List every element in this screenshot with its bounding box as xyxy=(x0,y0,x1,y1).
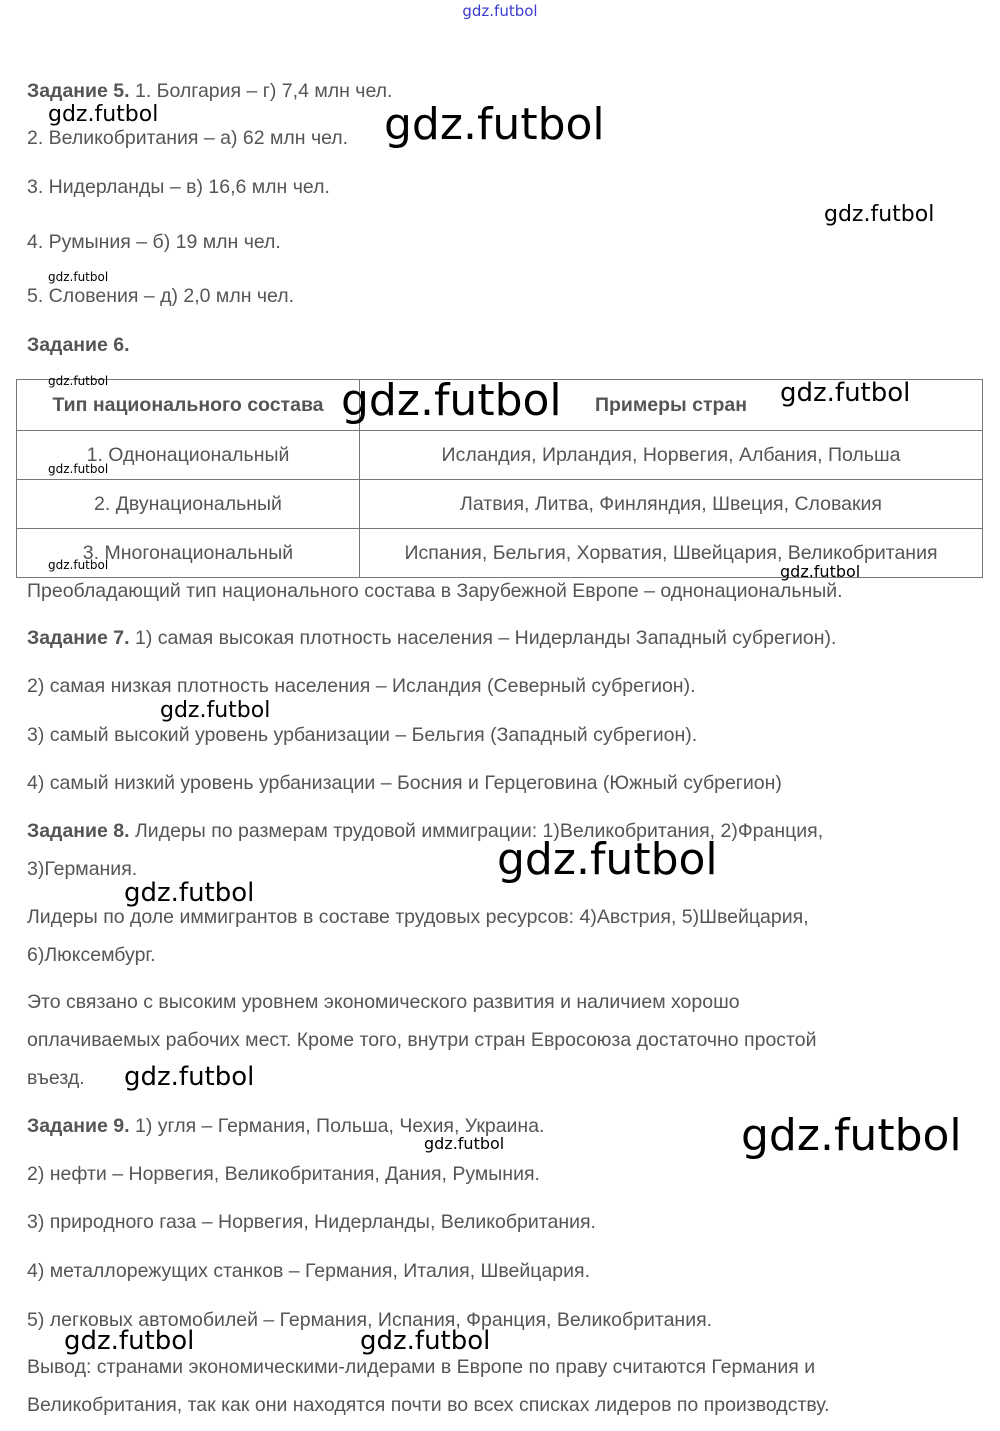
task5-line-1 xyxy=(27,79,392,103)
task8-text-1: Лидеры по размерам трудовой иммиграции: 1)Великобритания, 2)Франция, xyxy=(135,820,824,842)
watermark: gdz.futbol xyxy=(824,202,935,227)
table-cell-examples: Латвия, Литва, Финляндия, Швеция, Словакия xyxy=(360,480,983,529)
watermark: gdz.futbol xyxy=(780,562,861,581)
task8-text-6: оплачиваемых рабочих мест. Кроме того, внутри стран Евросоюза достаточно простой xyxy=(27,1029,817,1051)
task7-item-2: 2) самая низкая плотность населения – Исландия (Северный субрегион). xyxy=(27,675,696,697)
watermark: gdz.futbol xyxy=(741,1110,962,1161)
task7-item-4: 4) самый низкий уровень урбанизации – Босния и Герцеговина (Южный субрегион) xyxy=(27,772,782,794)
table-cell-examples: Исландия, Ирландия, Норвегия, Албания, Польша xyxy=(360,431,983,480)
task9-item-2: 2) нефти – Норвегия, Великобритания, Дания, Румыния. xyxy=(27,1163,540,1185)
table-cell-examples: Испания, Бельгия, Хорватия, Швейцария, Великобритания xyxy=(360,529,983,578)
table-header-type: Тип национального состава xyxy=(17,380,360,431)
task8-title: Задание 8. xyxy=(27,820,130,842)
task5-item-4: 4. Румыния – б) 19 млн чел. xyxy=(27,231,281,253)
task5-item-1: 1. Болгария – г) 7,4 млн чел. xyxy=(135,80,393,102)
task7-item-3: 3) самый высокий уровень урбанизации – Бельгия (Западный субрегион). xyxy=(27,724,698,746)
task9-item-5: 5) легковых автомобилей – Германия, Испания, Франция, Великобритания. xyxy=(27,1309,713,1331)
watermark: gdz.futbol xyxy=(160,698,271,723)
header-watermark: gdz.futbol xyxy=(462,2,538,20)
task5-item-2: 2. Великобритания – а) 62 млн чел. xyxy=(27,127,349,149)
watermark: gdz.futbol xyxy=(48,270,109,284)
task5-item-5: 5. Словения – д) 2,0 млн чел. xyxy=(27,285,295,307)
task8-text-4: 6)Люксембург. xyxy=(27,944,156,966)
watermark: gdz.futbol xyxy=(48,462,109,476)
task5-item-3: 3. Нидерланды – в) 16,6 млн чел. xyxy=(27,176,330,198)
task9-item-1: 1) угля – Германия, Польша, Чехия, Украина. xyxy=(135,1115,545,1137)
task7-line-1 xyxy=(27,626,836,650)
table-cell-type: 2. Двунациональный xyxy=(17,480,360,529)
task8-text-2: 3)Германия. xyxy=(27,858,138,880)
task5-title: Задание 5. xyxy=(27,80,130,102)
table-row xyxy=(17,431,983,480)
watermark: gdz.futbol xyxy=(424,1134,505,1153)
task8-text-3: Лидеры по доле иммигрантов в составе трудовых ресурсов: 4)Австрия, 5)Швейцария, xyxy=(27,906,809,928)
table-header-examples: Примеры стран xyxy=(360,380,983,431)
task9-conclusion-1: Вывод: странами экономическими-лидерами в Европе по праву считаются Германия и xyxy=(27,1356,816,1378)
watermark: gdz.futbol xyxy=(360,1326,491,1356)
task8-text-5: Это связано с высоким уровнем экономического развития и наличием хорошо xyxy=(27,991,740,1013)
table-cell-type: 3. Многонациональный xyxy=(17,529,360,578)
table-row xyxy=(17,480,983,529)
watermark: gdz.futbol xyxy=(124,1062,255,1092)
task9-title: Задание 9. xyxy=(27,1115,130,1137)
task9-item-3: 3) природного газа – Норвегия, Нидерланды, Великобритания. xyxy=(27,1211,596,1233)
watermark: gdz.futbol xyxy=(48,102,159,127)
task9-item-4: 4) металлорежущих станков – Германия, Италия, Швейцария. xyxy=(27,1260,591,1282)
watermark: gdz.futbol xyxy=(48,558,109,572)
task7-title: Задание 7. xyxy=(27,627,130,649)
task6-title: Задание 6. xyxy=(27,334,130,356)
watermark: gdz.futbol xyxy=(64,1326,195,1356)
task9-conclusion-2: Великобритания, так как они находятся почти во всех списках лидеров по производству. xyxy=(27,1394,830,1416)
task6-conclusion: Преобладающий тип национального состава в Зарубежной Европе – однонациональный. xyxy=(27,580,843,602)
task8-text-7: въезд. xyxy=(27,1067,85,1089)
watermark: gdz.futbol xyxy=(780,378,911,408)
watermark: gdz.futbol xyxy=(48,374,109,388)
watermark: gdz.futbol xyxy=(497,834,718,885)
watermark: gdz.futbol xyxy=(384,99,605,150)
task7-item-1: 1) самая высокая плотность населения – Нидерланды Западный субрегион). xyxy=(135,627,837,649)
table-cell-type: 1. Однонациональный xyxy=(17,431,360,480)
watermark: gdz.futbol xyxy=(341,375,562,426)
watermark: gdz.futbol xyxy=(124,878,255,908)
